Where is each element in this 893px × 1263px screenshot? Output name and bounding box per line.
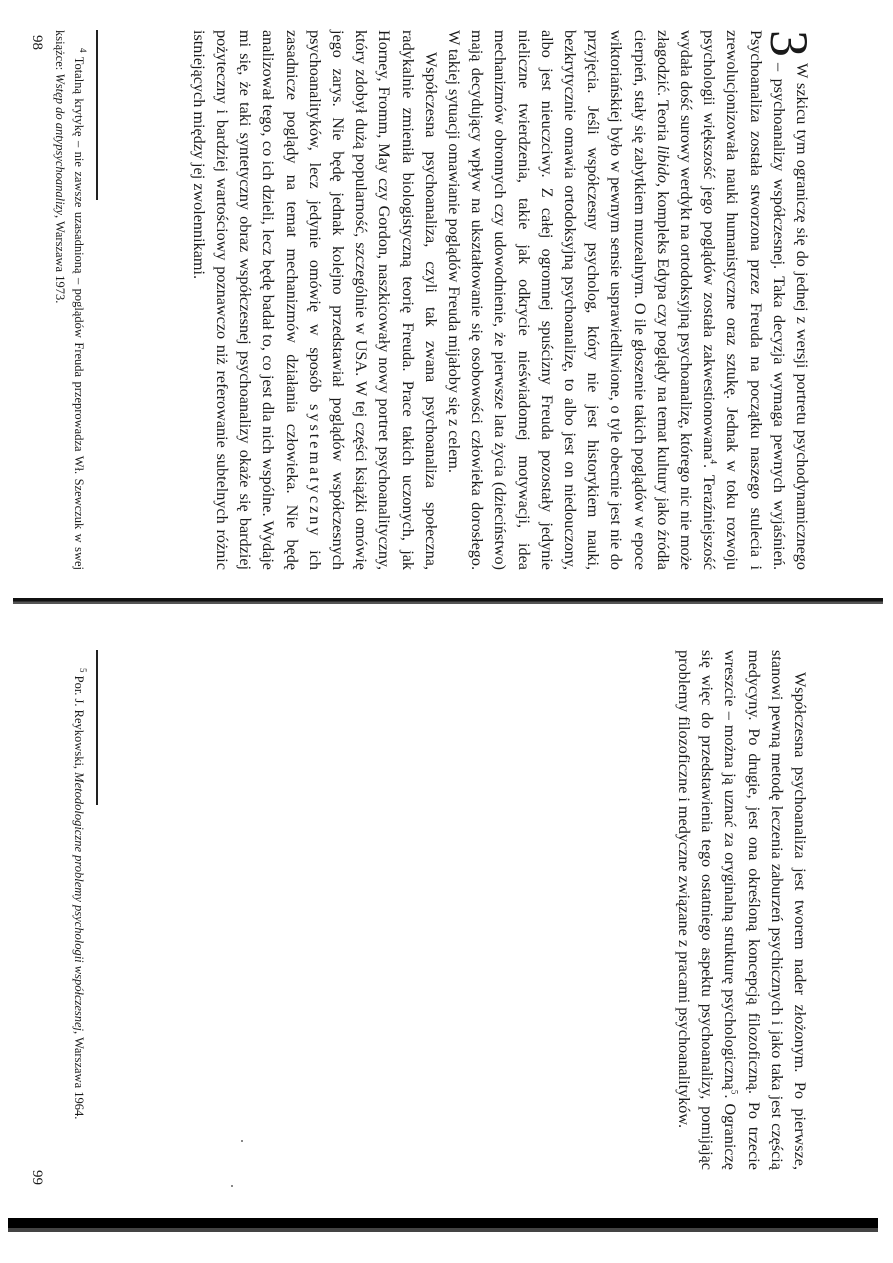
main-text-page-98 bbox=[187, 30, 819, 570]
footnote-divider bbox=[97, 30, 99, 200]
page-edge-scan-shadow bbox=[8, 1218, 878, 1232]
scan-speck bbox=[241, 1140, 243, 1142]
paragraph-intro bbox=[442, 30, 819, 570]
footnote-marker: 5 bbox=[78, 668, 89, 673]
paragraph-text: Współczesna psychoanaliza, czyli tak zwana psychoanaliza społeczna, radykalnie zmieniła biologistyczną teorię Freuda. Prace takich uczonych, jak Horney, Fromm, May czy Gordon, naszkicowały nowy portret psychoanalityczny, który zdobył dużą popularność, szczególnie w USA. W tej części książki omówię jego zarys. Nie będę jednak kolejno przedstawiał poglądów współczesnych psychoanalityków, lecz jedynie omówię w sposób bbox=[305, 30, 440, 570]
page-98 bbox=[0, 0, 893, 600]
footnote-4 bbox=[50, 30, 88, 570]
footnote-text: Totalną krytykę – nie zawsze uzasadnioną – poglądów Freuda przeprowadza Wł. Szewczuk w swej książce: bbox=[53, 30, 86, 570]
footnote-ref-4: 4 bbox=[708, 459, 719, 465]
footnote-ref-5: 5 bbox=[729, 1089, 740, 1095]
footnote-5 bbox=[69, 650, 88, 1180]
page-number-98: 98 bbox=[29, 35, 45, 50]
main-text-page-99 bbox=[672, 650, 811, 1170]
page-99 bbox=[0, 630, 893, 1263]
page-number-99: 99 bbox=[29, 1170, 45, 1185]
footnote-text: , Warszawa 1964. bbox=[72, 1031, 86, 1120]
spaced-emphasis: systematyczny bbox=[305, 404, 324, 539]
paragraph-text: , kompleks Edypa czy poglądy na temat kultury jako źródła cierpień, stały się zabytkiem muzealnym. O ile głoszenie takich poglądów w epoce wiktoriańskiej było w pewnym sensie usprawiedliwione, o tyle obecnie jest nie do przyjęcia. Jeśli współczesny psycholog, który nie jest historykiem nauki, bezkrytycznie omawia ortodoksyjną psychoanalizę, to albo jest on niedouczony, albo jest nieuczciwy. Z całej ogromnej spuścizny Freuda pozostały jedynie nieliczne twierdzenia, takie jak odkrycie nieświadomej motywacji, idea mechanizmów obronnych czy udowodnienie, że pierwsze lata życia (dzieciństwo) mają decydujący wpływ na ukształtowanie się osobowości człowieka dorosłego. W takiej sytuacji omawianie poglądów Freuda mijałoby się z celem. bbox=[444, 30, 672, 570]
footnote-book-title: Metodologiczne problemy psychologii współczesnej bbox=[72, 772, 86, 1032]
paragraph-contemporary-psychoanalysis bbox=[187, 30, 442, 570]
paragraph-text: . Ograniczę się więc do przedstawienia tego ostatniego aspektu psychoanalizy, pomijając problemy filozoficzne i medyczne związane z pracami psychoanalityków. bbox=[674, 650, 740, 1170]
scan-speck bbox=[231, 1185, 233, 1187]
dropcap-number: 3 bbox=[759, 30, 819, 57]
footnote-book-title: Wstęp do antypsychoanalizy bbox=[53, 73, 67, 216]
footnote-marker: 4 bbox=[78, 48, 89, 53]
footnote-divider bbox=[97, 650, 99, 805]
italic-term-libido: libido bbox=[653, 145, 672, 184]
footnote-text: Por. J. Reykowski, bbox=[72, 675, 86, 773]
paragraph-text: . Teraźniejszość wydała dość surowy werdykt na ortodoksyjną psychoanalizę, którego nic nie może złagodzić. Teoria bbox=[653, 30, 719, 570]
footnote-text: , Warszawa 1973. bbox=[53, 215, 67, 304]
paragraph-text: Współczesna psychoanaliza jest tworem nader złożonym. Po pierwsze, stanowi pewną metodę leczenia zaburzeń psychicznych i jako taka jest częścią medycyny. Po drugie, jest ona określoną koncepcją filozoficzną. Po trzecie wreszcie – można ją uznać za oryginalną strukturę psychologiczną bbox=[721, 650, 809, 1170]
gutter-scan-shadow bbox=[13, 598, 883, 604]
paragraph-text: W szkicu tym ograniczę się do jednej z wersji portretu psychodynamicznego – psychoanalizy współczesnej. Taka decyzja wymaga pewnych wyjaśnień. Psychoanaliza została stworzona przez Freuda na początku naszego stulecia i zrewolucjonizowała nauki humanistyczne oraz sztukę. Jednak w toku rozwoju psychologii większość jego poglądów została zakwestionowana bbox=[700, 30, 811, 570]
paragraph-psychoanalysis-structure bbox=[672, 650, 811, 1170]
paragraph-text: ich zasadnicze poglądy na temat mechanizmów działania człowieka. Nie będę analizował tego, co ich dzieli, lecz będę badał to, co jest dla nich wspólne. Wydaje mi się, że taki syntetyczny obraz współczesnej psychoanalizy okaże się bardziej pożyteczny i bardziej wartościowy poznawczo niż referowanie subtelnych różnic istniejących między jej zwolennikami. bbox=[189, 30, 324, 570]
